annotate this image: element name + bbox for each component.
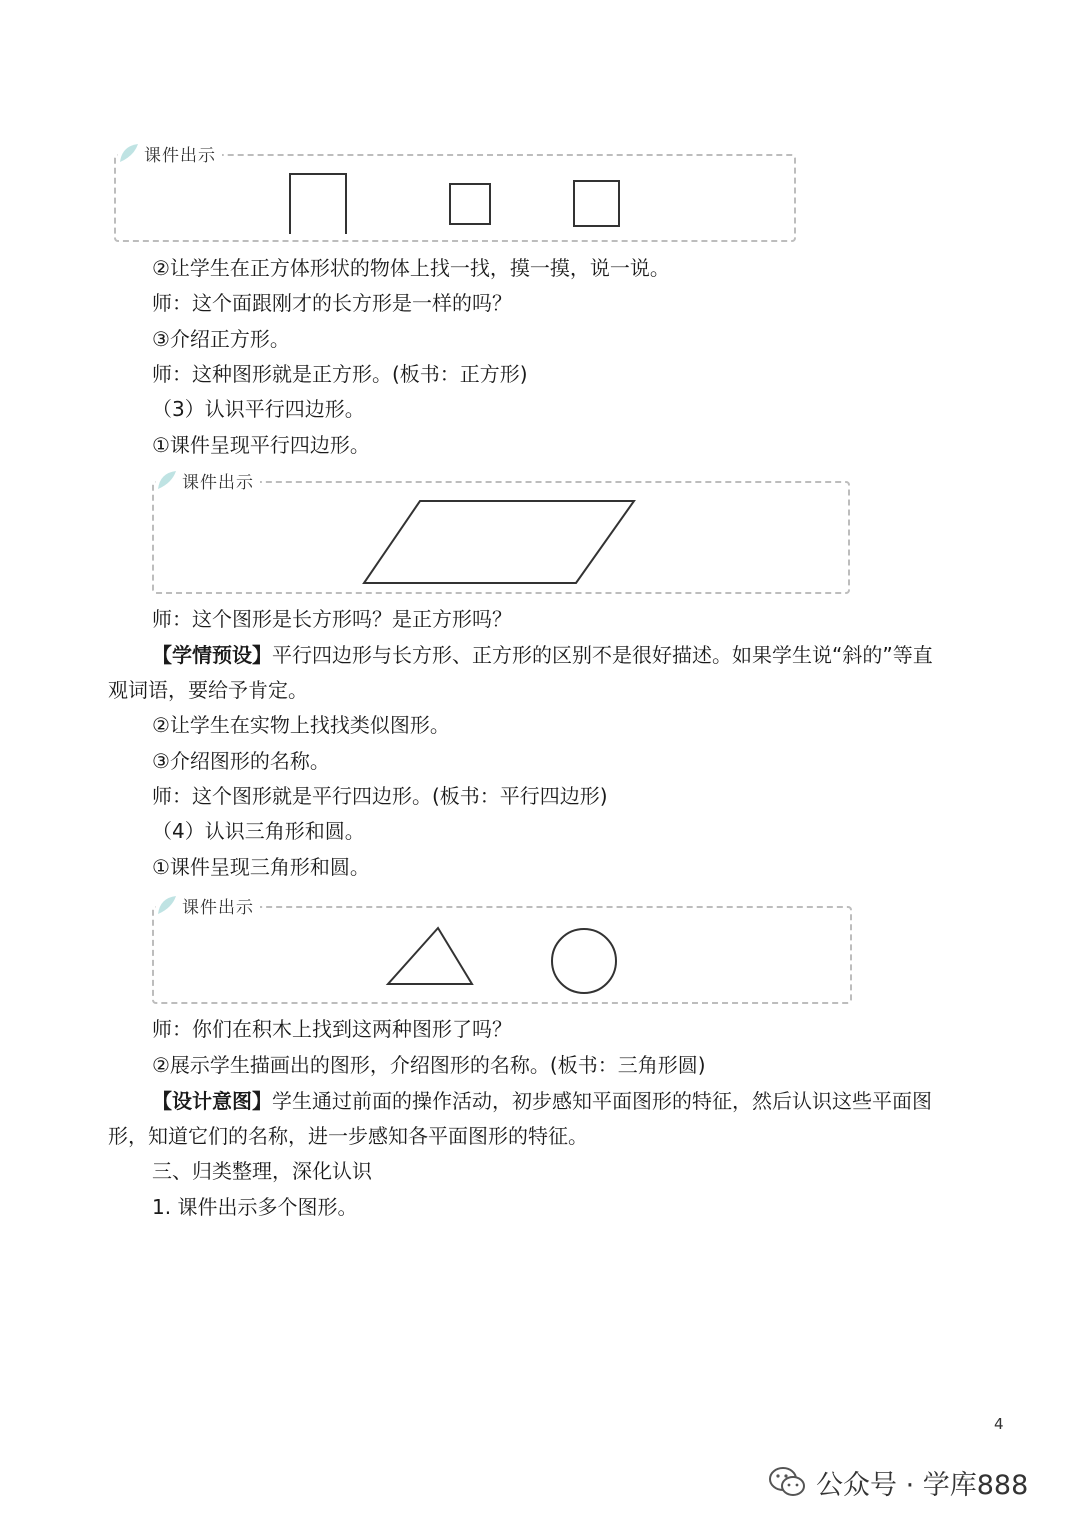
circle-shape bbox=[552, 929, 616, 993]
leaf-icon bbox=[118, 142, 140, 164]
text-line-15: 师：你们在积木上找到这两种图形了吗？ bbox=[152, 1017, 512, 1041]
text-line-4: 师：这种图形就是正方形。(板书：正方形) bbox=[152, 362, 528, 386]
text-line-13: （4）认识三角形和圆。 bbox=[152, 819, 365, 843]
text-line-19: 三、归类整理，深化认识 bbox=[152, 1159, 372, 1183]
leaf-icon bbox=[156, 469, 178, 491]
panel-tag-label: 课件出示 bbox=[182, 472, 254, 493]
text-line-17 bbox=[152, 1087, 932, 1115]
sheji-text: 学生通过前面的操作活动，初步感知平面图形的特征，然后认识这些平面图 bbox=[272, 1089, 932, 1113]
footer-text: 公众号 · 学库888 bbox=[816, 1469, 1029, 1501]
text-line-9: 观词语，要给予肯定。 bbox=[108, 678, 308, 702]
square-shape-1 bbox=[450, 184, 490, 224]
open-rectangle-shape bbox=[290, 174, 346, 234]
wechat-icon bbox=[768, 1466, 806, 1498]
panel-tag-1 bbox=[118, 138, 222, 168]
text-line-1: ②让学生在正方体形状的物体上找一找，摸一摸，说一说。 bbox=[152, 256, 670, 280]
panel-tag-2 bbox=[156, 465, 260, 495]
triangle-shape bbox=[388, 928, 472, 984]
square-shape-2 bbox=[574, 181, 619, 226]
panel-tag-label: 课件出示 bbox=[144, 145, 216, 166]
text-line-10: ②让学生在实物上找找类似图形。 bbox=[152, 713, 450, 737]
sheji-label: 【设计意图】 bbox=[152, 1089, 272, 1113]
parallelogram-shape bbox=[364, 501, 634, 583]
text-line-18: 形，知道它们的名称，进一步感知各平面图形的特征。 bbox=[108, 1124, 588, 1148]
text-line-3: ③介绍正方形。 bbox=[152, 327, 290, 351]
text-line-2: 师：这个面跟刚才的长方形是一样的吗？ bbox=[152, 291, 512, 315]
panel-tag-3 bbox=[156, 890, 260, 920]
text-line-6: ①课件呈现平行四边形。 bbox=[152, 433, 370, 457]
text-line-14: ①课件呈现三角形和圆。 bbox=[152, 855, 370, 879]
courseware-panel-2 bbox=[152, 481, 850, 594]
shapes-triangle-circle bbox=[154, 908, 850, 1002]
panel-tag-label: 课件出示 bbox=[182, 897, 254, 918]
text-line-20: 1. 课件出示多个图形。 bbox=[152, 1195, 358, 1219]
text-line-5: （3）认识平行四边形。 bbox=[152, 397, 365, 421]
text-line-7: 师：这个图形是长方形吗？是正方形吗？ bbox=[152, 607, 512, 631]
text-line-11: ③介绍图形的名称。 bbox=[152, 749, 330, 773]
shapes-rect-squares bbox=[116, 156, 794, 240]
text-line-16: ②展示学生描画出的图形，介绍图形的名称。(板书：三角形圆) bbox=[152, 1053, 706, 1077]
xueqing-label: 【学情预设】 bbox=[152, 643, 272, 667]
text-line-12: 师：这个图形就是平行四边形。(板书：平行四边形) bbox=[152, 784, 608, 808]
footer-watermark bbox=[768, 1462, 1028, 1502]
leaf-icon bbox=[156, 894, 178, 916]
xueqing-text: 平行四边形与长方形、正方形的区别不是很好描述。如果学生说“斜的”等直 bbox=[272, 643, 933, 667]
courseware-panel-3 bbox=[152, 906, 852, 1004]
shapes-parallelogram bbox=[154, 483, 848, 592]
page-number: 4 bbox=[994, 1415, 1004, 1433]
text-line-8 bbox=[152, 641, 933, 669]
